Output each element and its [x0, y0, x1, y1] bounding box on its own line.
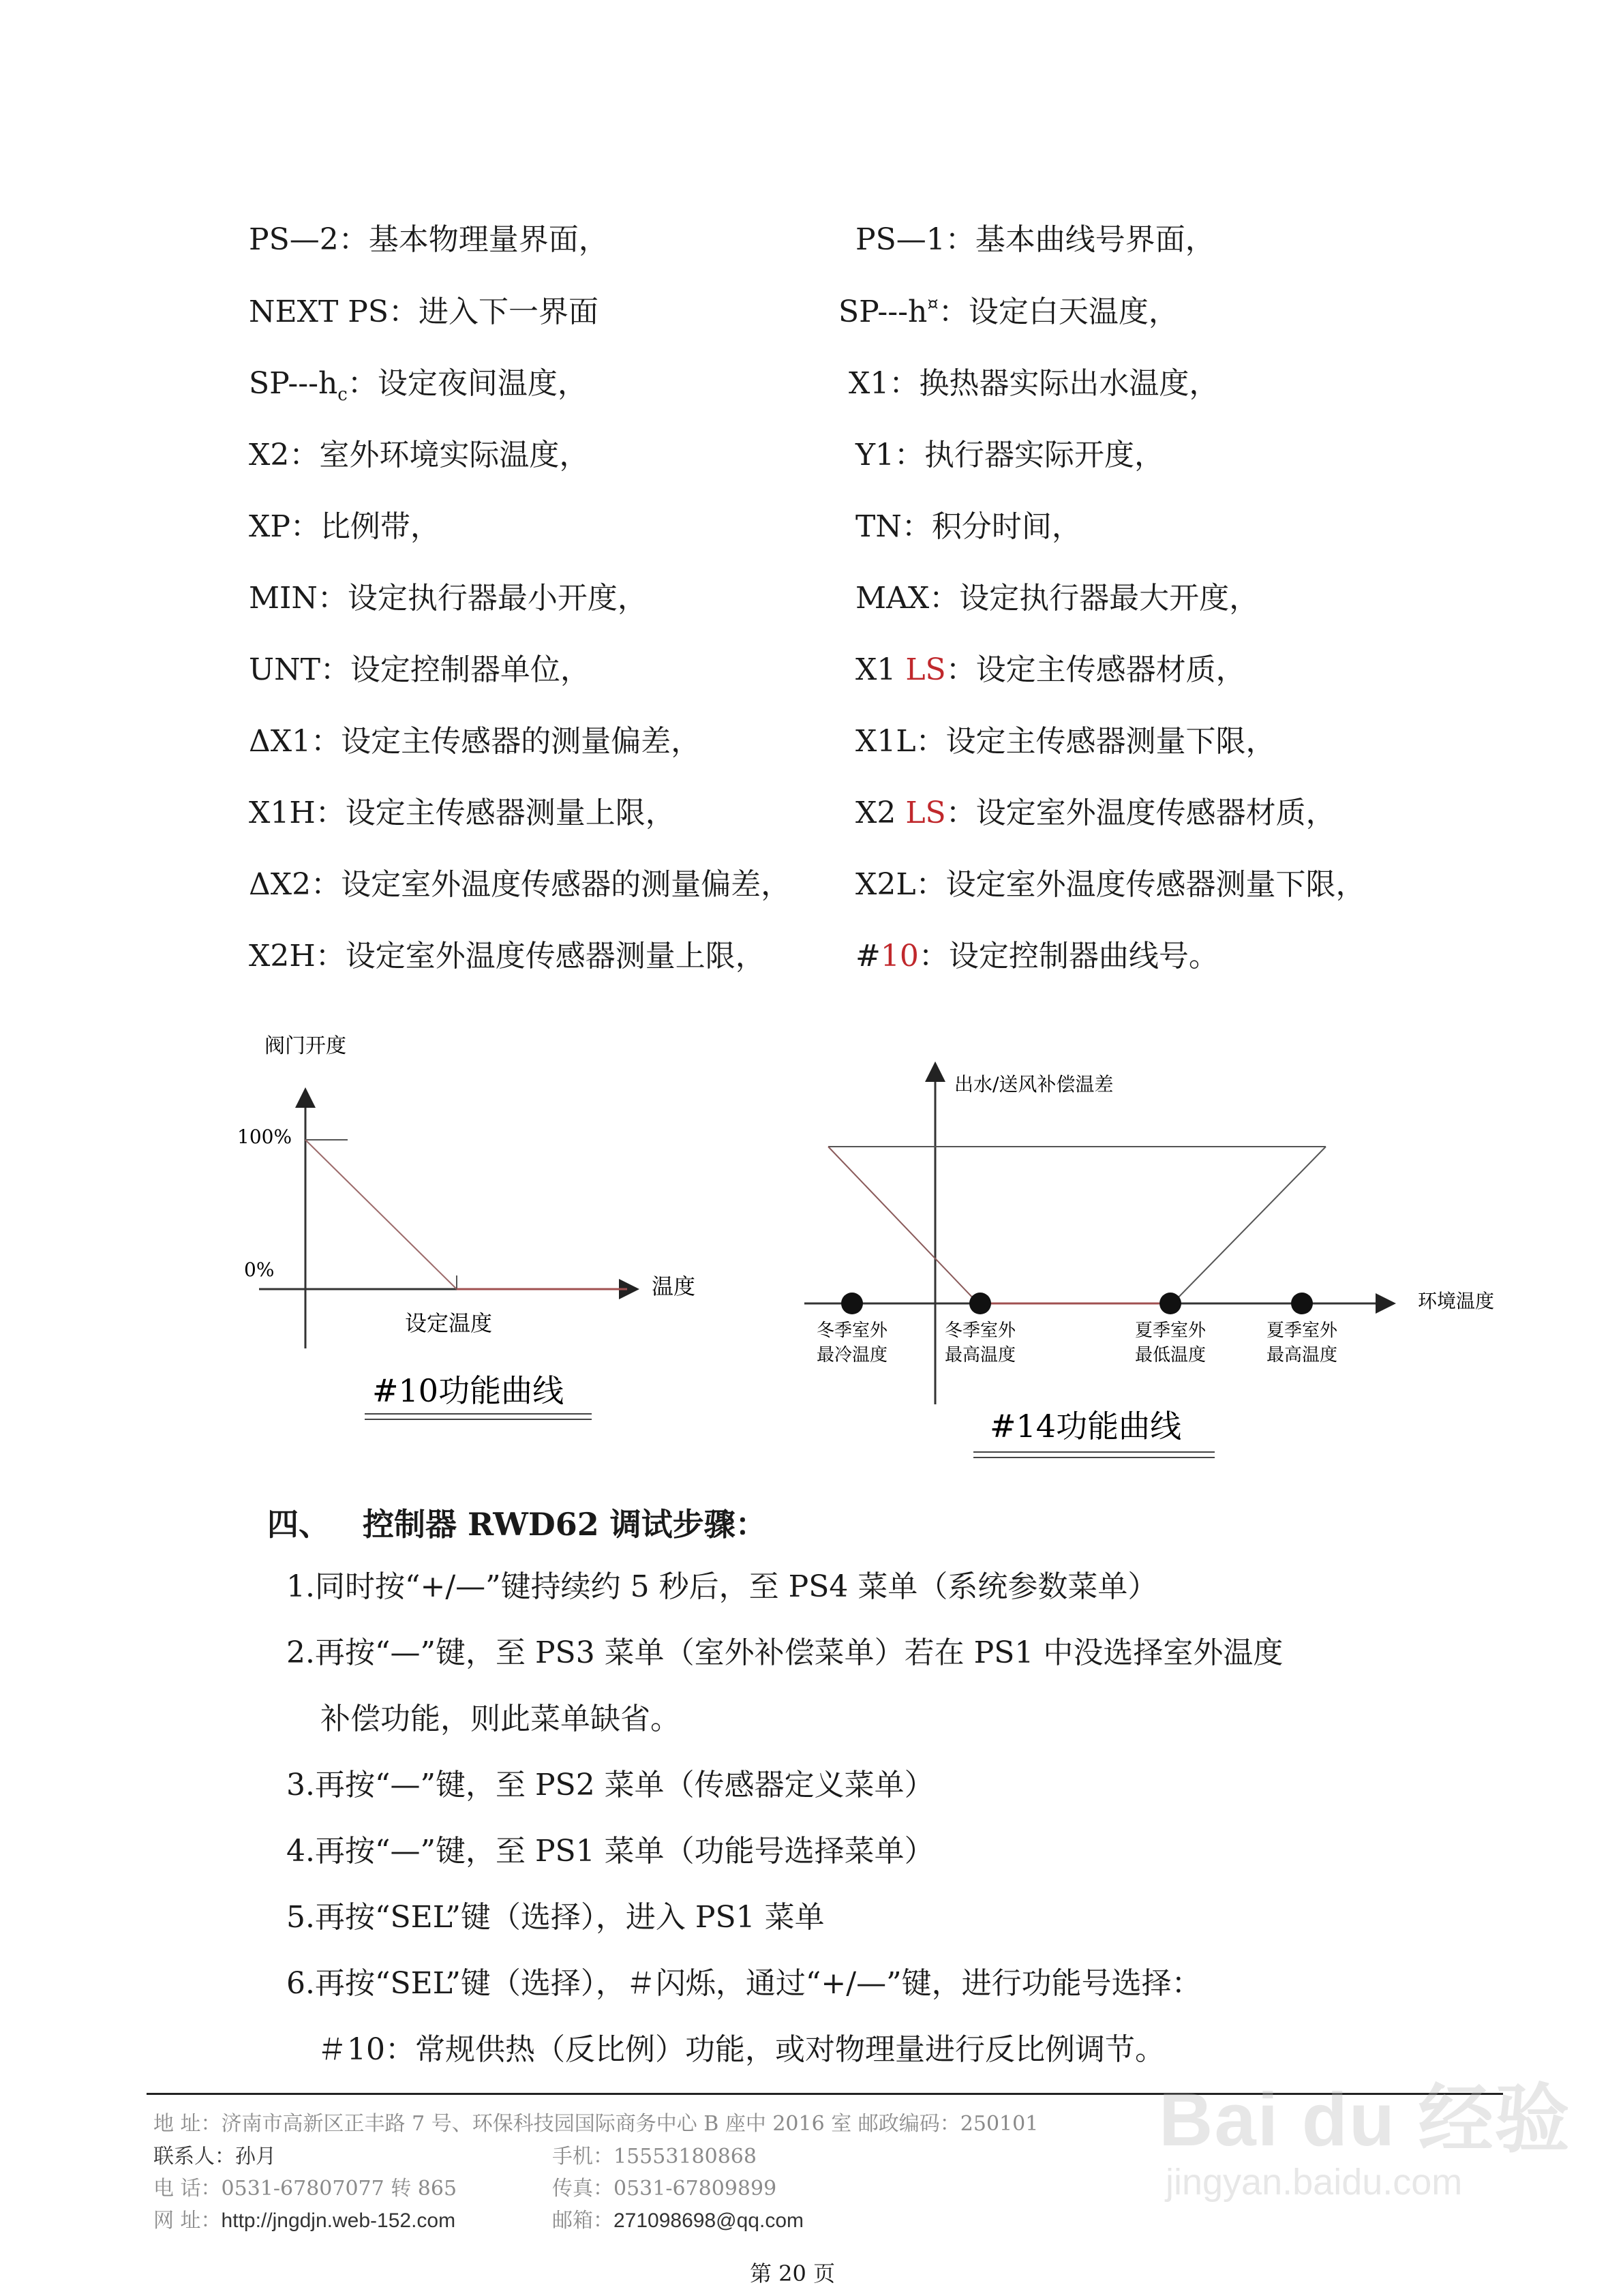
- chart14-label-2-line2: 最低温度: [1134, 1345, 1207, 1365]
- footer-website-link[interactable]: http://jngdjn.web-152.com: [221, 2209, 456, 2232]
- def-left-6: UNT：设定控制器单位，: [249, 652, 590, 687]
- chart14-xlabel: 环境温度: [1418, 1290, 1495, 1312]
- chart14-title: #14功能曲线: [990, 1408, 1182, 1445]
- footer-fax: 传真：0531-67809899: [552, 2177, 777, 2201]
- def-right-9: X2L：设定室外温度传感器测量下限，: [855, 867, 1366, 902]
- def-left-4: XP：比例带，: [249, 509, 440, 544]
- chart10-title: #10功能曲线: [372, 1372, 564, 1409]
- chart14-point-summer-highest: [1291, 1293, 1313, 1314]
- baidu-watermark: [1159, 2078, 1571, 2250]
- footer-contact: 联系人：孙月: [153, 2145, 276, 2169]
- def-right-0: PS—1：基本曲线号界面，: [855, 222, 1215, 257]
- chart14-summer-slope: [1172, 1147, 1326, 1303]
- def-right-2: X1：换热器实际出水温度，: [849, 366, 1219, 401]
- def-left-3: X2：室外环境实际温度，: [249, 438, 590, 472]
- chart14-label-1-line1: 冬季室外: [944, 1320, 1016, 1341]
- step-2: 2.再按“—”键，至 PS3 菜单（室外补偿菜单）若在 PS1 中没选择室外温度: [286, 1635, 1284, 1670]
- page-number: 第 20 页: [750, 2261, 836, 2286]
- def-right-10: #10：设定控制器曲线号。: [855, 939, 1219, 973]
- def-right-7: X1L：设定主传感器测量下限，: [855, 724, 1276, 759]
- def-right-8: X2 LS：设定室外温度传感器材质，: [855, 796, 1336, 830]
- chart14-winter-slope: [828, 1147, 978, 1303]
- def-left-5: MIN：设定执行器最小开度，: [249, 581, 648, 616]
- chart10-series-line: [305, 1140, 457, 1289]
- step-5: 5.再按“SEL”键（选择），进入 PS1 菜单: [286, 1900, 825, 1935]
- footer-mobile: 手机：15553180868: [552, 2145, 757, 2169]
- step-3: 3.再按“—”键，至 PS2 菜单（传感器定义菜单）: [286, 1768, 935, 1802]
- chart10-xlabel: 温度: [651, 1273, 695, 1299]
- step-6: 6.再按“SEL”键（选择），＃闪烁，通过“+/—”键，进行功能号选择：: [286, 1966, 1202, 2001]
- step-1: 1.同时按“+/—”键持续约 5 秒后，至 PS4 菜单（系统参数菜单）: [286, 1569, 1158, 1604]
- chart14-label-1-line2: 最高温度: [944, 1345, 1016, 1365]
- footer-phone: 电 话：0531-67807077 转 865: [153, 2177, 457, 2201]
- chart14-label-0-line2: 最冷温度: [816, 1345, 888, 1365]
- chart-14: [791, 1050, 1513, 1472]
- watermark-brand: Bai du 经验: [1159, 2078, 1571, 2162]
- chart14-label-3-line1: 夏季室外: [1266, 1320, 1338, 1341]
- step-4: 4.再按“—”键，至 PS1 菜单（功能号选择菜单）: [286, 1834, 935, 1869]
- def-right-4: TN：积分时间，: [855, 509, 1082, 544]
- footer-email: 邮箱：271098698@qq.com: [552, 2209, 804, 2233]
- def-left-0: PS—2：基本物理量界面，: [249, 222, 609, 257]
- def-left-10: X2H：设定室外温度传感器测量上限，: [249, 939, 765, 973]
- watermark-url: jingyan.baidu.com: [1166, 2162, 1463, 2203]
- step-6-detail: ＃10：常规供热（反比例）功能，或对物理量进行反比例调节。: [317, 2032, 1165, 2067]
- chart14-point-summer-lowest: [1159, 1293, 1181, 1314]
- footer-email-link[interactable]: 271098698@qq.com: [613, 2209, 804, 2232]
- chart-10: [218, 1023, 736, 1432]
- def-right-5: MAX：设定执行器最大开度，: [855, 581, 1260, 616]
- chart14-point-winter-highest: [969, 1293, 991, 1314]
- chart10-ytick-100: 100%: [237, 1126, 292, 1148]
- section-number: 四、: [267, 1506, 330, 1543]
- chart10-xmarker-label: 设定温度: [405, 1310, 493, 1336]
- def-right-3: Y1：执行器实际开度，: [855, 438, 1165, 472]
- footer-website: 网 址：http://jngdjn.web-152.com: [153, 2209, 456, 2233]
- section-title: 控制器 RWD62 调试步骤：: [363, 1506, 767, 1543]
- def-right-6: X1 LS：设定主传感器材质，: [855, 652, 1246, 687]
- chart14-point-winter-coldest: [841, 1293, 863, 1314]
- chart14-label-2-line1: 夏季室外: [1134, 1320, 1207, 1341]
- def-left-9: ΔX2：设定室外温度传感器的测量偏差，: [249, 867, 791, 902]
- def-left-2: $SP---h_c$：设定夜间温度，: [249, 366, 588, 405]
- footer-address: 地 址：济南市高新区正丰路 7 号、环保科技园国际商务中心 B 座中 2016 室 邮政编码：250101: [153, 2112, 1039, 2136]
- step-2-cont: 补偿功能，则此菜单缺省。: [320, 1702, 680, 1736]
- chart14-label-0-line1: 冬季室外: [816, 1320, 888, 1341]
- chart10-ylabel: 阀门开度: [264, 1034, 346, 1058]
- def-left-1: NEXT PS：进入下一界面: [249, 294, 599, 329]
- def-left-8: X1H：设定主传感器测量上限，: [249, 796, 676, 830]
- chart14-ylabel: 出水/送风补偿温差: [954, 1073, 1114, 1096]
- def-right-1: SP---h¤：设定白天温度，: [838, 294, 1179, 329]
- chart10-ytick-0: 0%: [244, 1258, 275, 1281]
- def-left-7: ΔX1：设定主传感器的测量偏差，: [249, 724, 701, 759]
- chart14-label-3-line2: 最高温度: [1266, 1345, 1338, 1365]
